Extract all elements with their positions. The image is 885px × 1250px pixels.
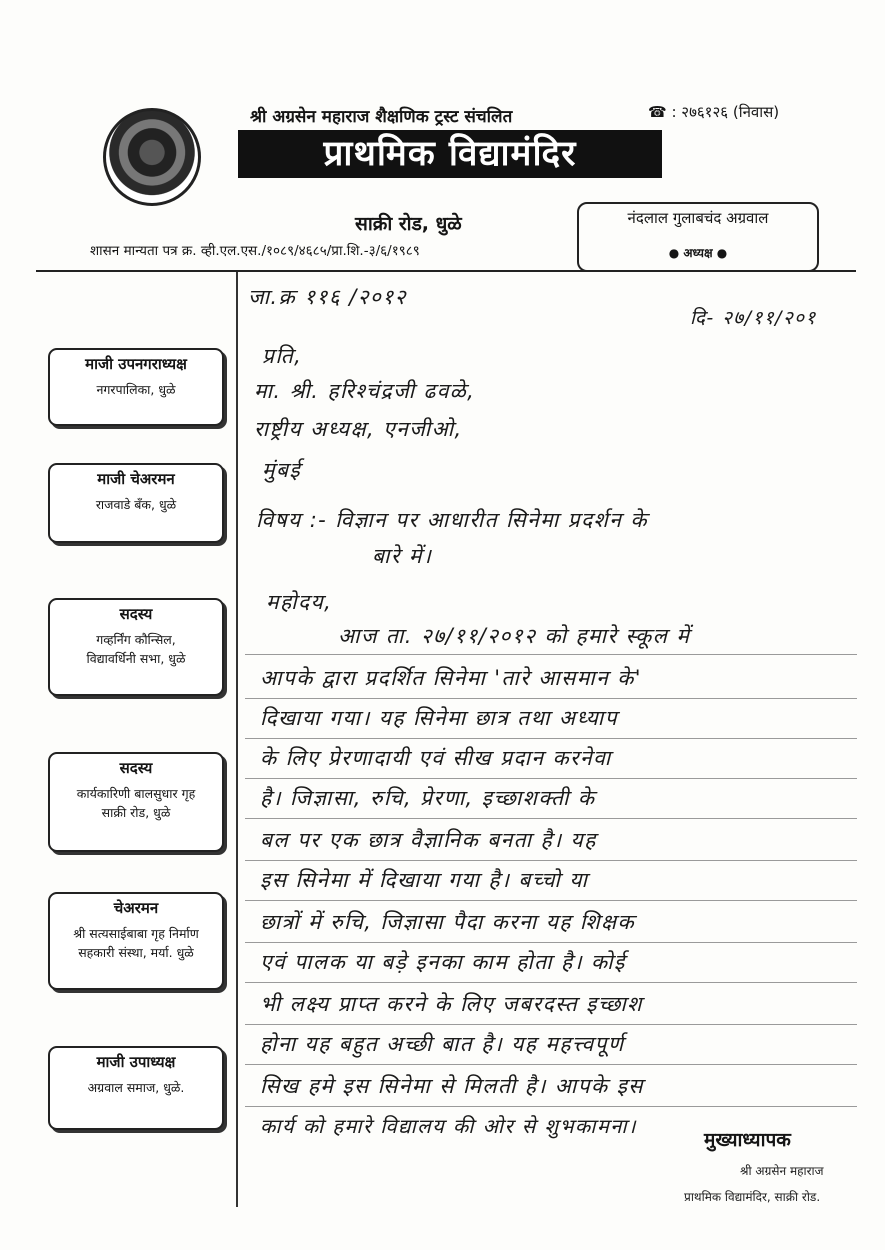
sidebar-subtitle: कार्यकारिणी बालसुधार गृह साक्री रोड, धुळे [76, 786, 196, 821]
stamp-line-2: प्राथमिक विद्यामंदिर, साक्री रोड. [684, 1190, 821, 1204]
letter-body-line: भी लक्ष्य प्राप्त करने के लिए जबरदस्त इच्छाश [260, 992, 643, 1016]
letter-body-line: सिख हमे इस सिनेमा से मिलती है। आपके इस [260, 1074, 644, 1098]
sidebar-title: चेअरमन [113, 899, 159, 917]
letter-body-line: है। जिज्ञासा, रुचि, प्रेरणा, इच्छाशक्ती के [260, 786, 596, 810]
sidebar-box-2 [48, 463, 224, 543]
letter-body-line: इस सिनेमा में दिखाया गया है। बच्चो या [260, 868, 589, 892]
letter-salutation: महोदय, [266, 590, 333, 614]
letter-line: प्रति, [262, 344, 303, 368]
sidebar-title: माजी उपाध्यक्ष [96, 1053, 176, 1071]
sidebar-box-1 [48, 348, 224, 426]
letter-line: राष्ट्रीय अध्यक्ष, एनजीओ, [254, 417, 463, 441]
sidebar-box-4 [48, 752, 224, 852]
sidebar-subtitle: श्री सत्यसाईबाबा गृह निर्माण सहकारी संस्था, मर्या. धुळे [73, 926, 199, 961]
registration-number: शासन मान्यता पत्र क्र. व्ही.एल.एस./१०८९/४६८५/प्रा.शि.-३/६/१९८९ [90, 243, 420, 259]
letter-subject: विषय :- विज्ञान पर आधारीत सिनेमा प्रदर्शन के [256, 508, 648, 532]
school-address: साक्री रोड, धुळे [355, 213, 462, 235]
stamp-line-1: श्री अग्रसेन महाराज [740, 1164, 824, 1178]
letter-body-line: कार्य को हमारे विद्यालय की ओर से शुभकामना। [260, 1114, 637, 1138]
president-role: ● अध्यक्ष ● [668, 246, 728, 260]
letter-body-line: आज ता. २७/११/२०१२ को हमारे स्कूल में [338, 624, 691, 648]
reference-number: जा.क्र ११६ /२०१२ [248, 285, 407, 309]
letter-body-line: एवं पालक या बड़े इनका काम होता है। कोई [260, 950, 626, 974]
letter-body-line: छात्रों में रुचि, जिज्ञासा पैदा करना यह शिक्षक [260, 910, 636, 934]
sidebar-subtitle: राजवाडे बँक, धुळे [95, 497, 177, 512]
sidebar-title: सदस्य [119, 759, 153, 777]
letter-line: मा. श्री. हरिश्चंद्रजी ढवळे, [254, 379, 476, 403]
sidebar-box-5 [48, 892, 224, 990]
president-name: नंदलाल गुलाबचंद अग्रवाल [627, 209, 769, 227]
sidebar-title: माजी उपनगराध्यक्ष [85, 355, 187, 373]
phone-number: ☎ : २७६१२६ (निवास) [648, 103, 780, 121]
sidebar-box-3 [48, 598, 224, 696]
school-name-banner: प्राथमिक विद्यामंदिर [238, 130, 662, 178]
sidebar-subtitle: अग्रवाल समाज, धुळे. [87, 1080, 185, 1095]
sidebar-subtitle: गव्हर्निंग कौन्सिल, विद्यावर्धिनी सभा, धुळे [86, 632, 186, 667]
letter-line: मुंबई [262, 458, 302, 482]
sidebar-divider [236, 272, 238, 1207]
school-logo-seal [103, 108, 201, 206]
letter-body-line: बल पर एक छात्र वैज्ञानिक बनता है। यह [260, 828, 597, 852]
letter-date: दि- २७/११/२०१ [690, 307, 817, 329]
letter-body-line: के लिए प्रेरणादायी एवं सीख प्रदान करनेवा [260, 746, 612, 770]
sidebar-subtitle: नगरपालिका, धुळे [96, 382, 176, 397]
sidebar-title: सदस्य [119, 605, 153, 623]
letter-body-line: दिखाया गया। यह सिनेमा छात्र तथा अध्याप [260, 706, 618, 730]
president-box [577, 202, 819, 272]
letter-subject-cont: बारे में। [372, 544, 433, 568]
sidebar-title: माजी चेअरमन [97, 470, 175, 488]
trust-name: श्री अग्रसेन महाराज शैक्षणिक ट्रस्ट संचलित [250, 107, 513, 127]
headmaster-stamp: मुख्याध्यापक [704, 1129, 791, 1151]
letter-body-line: आपके द्वारा प्रदर्शित सिनेमा 'तारे आसमान के' [260, 666, 642, 690]
sidebar-box-6 [48, 1046, 224, 1130]
header-divider [36, 270, 856, 272]
letter-body-line: होना यह बहुत अच्छी बात है। यह महत्त्वपूर्ण [260, 1032, 625, 1056]
